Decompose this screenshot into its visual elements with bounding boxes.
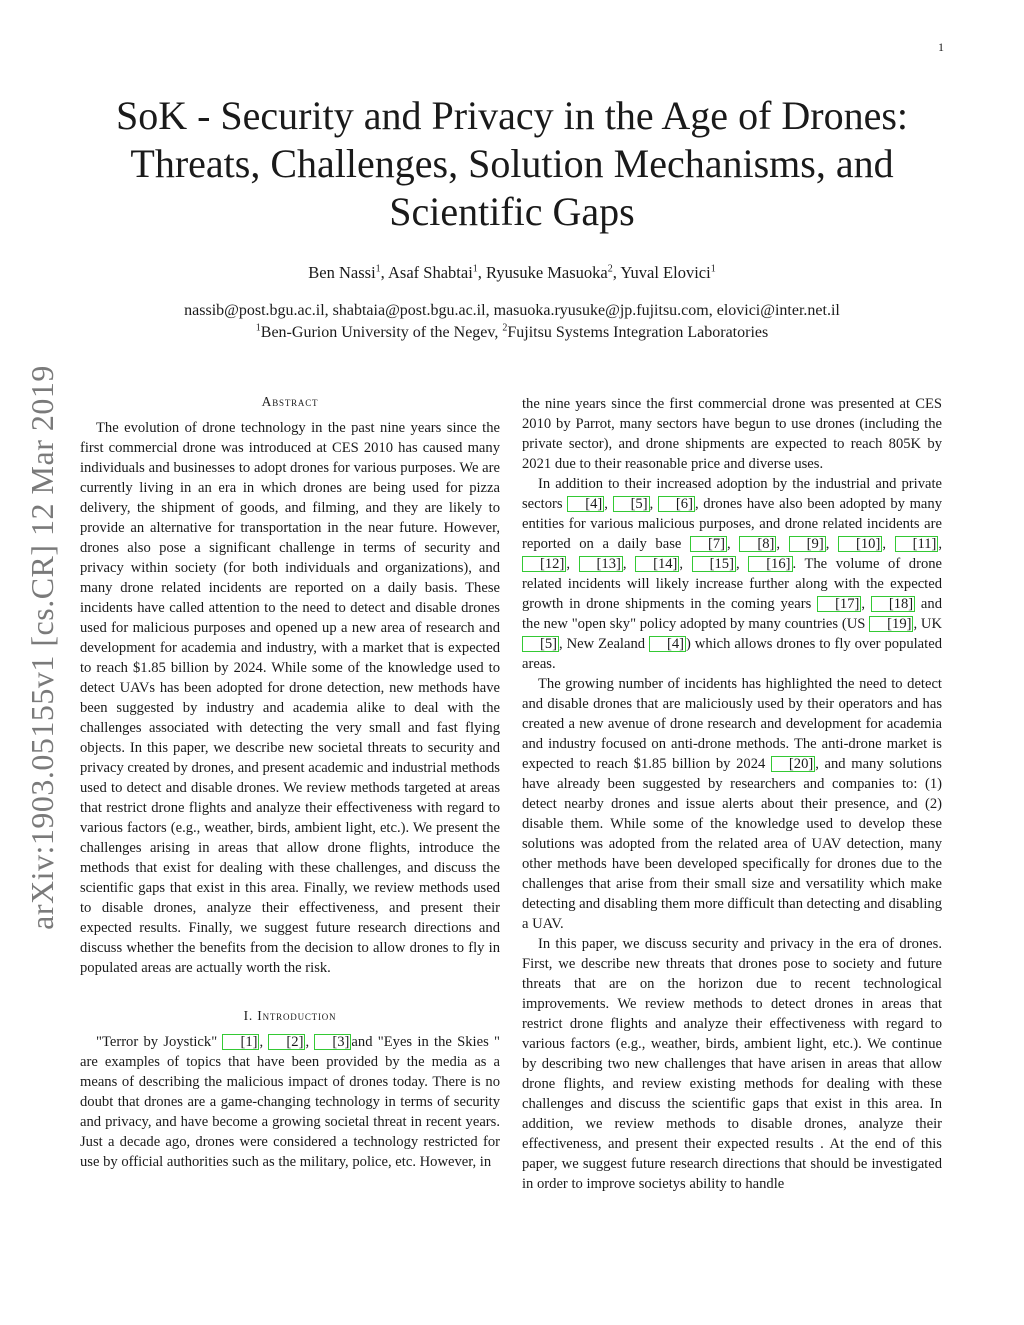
title-line-2: Threats, Challenges, Solution Mechanisms, and bbox=[130, 141, 894, 186]
author-affiliation-mark: 1 bbox=[472, 263, 478, 275]
citation-link[interactable]: [9] bbox=[789, 536, 826, 552]
author-name: Ryusuke Masuoka bbox=[486, 263, 608, 282]
title-block bbox=[80, 92, 944, 344]
citation-link[interactable]: [13] bbox=[579, 556, 623, 572]
author-affiliation-mark: 1 bbox=[375, 263, 381, 275]
author-name: Asaf Shabtai bbox=[388, 263, 473, 282]
title-line-3: Scientific Gaps bbox=[389, 189, 635, 234]
citation-link[interactable]: [6] bbox=[658, 496, 695, 512]
author-affiliation-mark: 2 bbox=[607, 263, 613, 275]
citation-link[interactable]: [20] bbox=[771, 756, 815, 772]
affiliation-name: Fujitsu Systems Integration Laboratories bbox=[507, 324, 769, 341]
abstract-heading bbox=[80, 392, 500, 412]
left-column bbox=[80, 392, 500, 1172]
citation-link[interactable]: [3] bbox=[314, 1034, 351, 1050]
citation-link[interactable]: [4] bbox=[567, 496, 604, 512]
intro-paragraph-1-continued: the nine years since the first commercial drone was presented at CES 2010 by Parrot, many sectors have begun to use drones (including the private sector), and drone shipments are expected to reach 805K by 2021 due to their reasonable price and diverse uses. bbox=[522, 396, 942, 472]
citation-link[interactable]: [7] bbox=[690, 536, 727, 552]
citation-link[interactable]: [15] bbox=[692, 556, 736, 572]
citation-link[interactable]: [18] bbox=[871, 596, 915, 612]
author-affiliation-mark: 1 bbox=[710, 263, 716, 275]
citation-link[interactable]: [4] bbox=[649, 636, 686, 652]
affiliation-name: Ben-Gurion University of the Negev, bbox=[260, 324, 499, 341]
title-line-1: SoK - Security and Privacy in the Age of Drones: bbox=[115, 93, 909, 138]
arxiv-identifier-stamp bbox=[18, 348, 66, 946]
citation-link[interactable]: [19] bbox=[869, 616, 913, 632]
right-column bbox=[522, 394, 942, 1194]
abstract-heading-text: Abstract bbox=[261, 394, 319, 409]
introduction-heading bbox=[80, 1006, 500, 1026]
affiliations bbox=[80, 322, 944, 344]
citation-link[interactable]: [17] bbox=[817, 596, 861, 612]
paper-title bbox=[80, 92, 944, 236]
citation-link[interactable]: [12] bbox=[522, 556, 566, 572]
author-emails: nassib@post.bgu.ac.il, shabtaia@post.bgu.ac.il, masuoka.ryusuke@jp.fujitsu.com, elovici@inter.net.il bbox=[184, 302, 840, 319]
affiliation-mark: 1 bbox=[255, 322, 261, 334]
citation-link[interactable]: [8] bbox=[739, 536, 776, 552]
arxiv-identifier-text: arXiv:1903.05155v1 [cs.CR] 12 Mar 2019 bbox=[23, 364, 60, 930]
citation-link[interactable]: [10] bbox=[838, 536, 882, 552]
citation-link[interactable]: [5] bbox=[522, 636, 559, 652]
author-name: Yuval Elovici bbox=[620, 263, 711, 282]
author-list: Ben Nassi$^1$, Asaf Shabtai$^1$, Ryusuke Masuoka$^2$, Yuval Elovici$^1$ bbox=[308, 263, 716, 282]
intro-paragraph-3: The growing number of incidents has highlighted the need to detect and disable drones that are maliciously used by their operators and has created a new avenue of drone research and development for academia and industry focused on anti-drone methods. The anti-drone market is expected to reach $1.85 billion by 2024 [20] , and many solutions have already been suggested by researchers and companies to: (1) detect nearby drones and issue alerts about their presence, and (2) disable them. While some of the knowledge used to develop these solutions was adopted from the related area of UAV detection, many other methods have been developed specifically for drones due to the challenges that arise from their small size and versatility which make detecting and disabling them more difficult than detecting and disabling a UAV. bbox=[522, 676, 943, 932]
citation-link[interactable]: [16] bbox=[748, 556, 792, 572]
intro-paragraph-4: In this paper, we discuss security and privacy in the era of drones. First, we describe new threats that drones pose to society and future threats that are on the horizon due to recent technological improvements. We review methods to detect drones in areas that restrict drone flights and analyze their effectiveness with regard to various factors (e.g., weather, birds, ambient light, etc.). We continue by describing two new challenges that have arisen in areas that allow drone flights, and review existing methods for dealing with these challenges and discuss the scientific gaps that exist in this area. In addition, we review methods to disable drones, analyze their effectiveness, and present their expected results . At the end of this paper, we suggest future research directions that should be investigated in order to improve societys ability to handle bbox=[522, 936, 942, 1192]
citation-link[interactable]: [1] bbox=[222, 1034, 259, 1050]
page-number: 1 bbox=[938, 40, 944, 54]
citation-link[interactable]: [11] bbox=[895, 536, 939, 552]
citation-link[interactable]: [14] bbox=[635, 556, 679, 572]
abstract-text: The evolution of drone technology in the past nine years since the first commercial drone was introduced at CES 2010 has caused many individuals and businesses to adopt drones for various purposes. We are currently living in an era in which drones are being used for pizza delivery, the shipment of goods, and filming, and they are likely to provide an alternative for transportation in the near future. However, drones also pose a significant challenge in terms of security and privacy within society (for both individuals and organizations), and many drone related incidents are reported on a daily basis. These incidents have called attention to the need to detect and disable drones used for malicious purposes and opened up a new area of research and development for academia and industry, with a market that is expected to reach $1.85 billion by 2024. While some of the knowledge used to detect UAVs has been adopted for drone detection, new methods have been suggested by industry and academia alike to deal with the challenges associated with detecting the very small and fast flying objects. In this paper, we describe new societal threats to security and privacy created by drones, and present academic and industrial methods used to detect and disable drones. We review methods targeted at areas that restrict drone flights and analyze their effectiveness with regard to various factors (e.g., weather, birds, ambient light, etc.). We present the challenges arising in areas that allow drone flights, introduce the methods that exist for dealing with these challenges, and discuss the scientific gaps that exist in this area. Finally, we review methods used to disable drones, analyze their effectiveness, and present their expected results. Finally, we suggest future research directions and discuss whether the benefits from the decision to allow drones to fly in populated areas are actually worth the risk. bbox=[80, 420, 500, 976]
intro-paragraph-2: In addition to their increased adoption by the industrial and private sectors [4] , [5] , [6] , drones have also been adopted by many entities for various malicious purposes, and drone related incidents are reported on a daily base [7] , [8] , [9] , [10] , [11] , [12] , [13] , [14] , [15] , [16] . The volume of drone related incidents will likely increase further along with the expected growth in drone shipments in the coming years [17] , [18] and the new "open sky" policy adopted by many countries (US [19] , UK [5] , New Zealand [4] ) which allows drones to fly over populated areas. bbox=[522, 476, 943, 672]
author-name: Ben Nassi bbox=[308, 263, 376, 282]
introduction-heading-text: I. Introduction bbox=[243, 1008, 337, 1023]
affiliation-mark: 2 bbox=[502, 322, 508, 334]
citation-link[interactable]: [2] bbox=[268, 1034, 305, 1050]
citation-link[interactable]: [5] bbox=[613, 496, 650, 512]
intro-paragraph-1: "Terror by Joystick" [1] , [2] , [3] and "Eyes in the Skies " are examples of topics that have been provided by the media as a means of describing the malicious impact of drones today. There is no doubt that drones are a game-changing technology in terms of security and privacy, and have become a growing societal threat in recent years. Just a decade ago, drones were considered a technology restricted for use by official authorities such as the military, police, etc. However, in bbox=[80, 1034, 501, 1170]
